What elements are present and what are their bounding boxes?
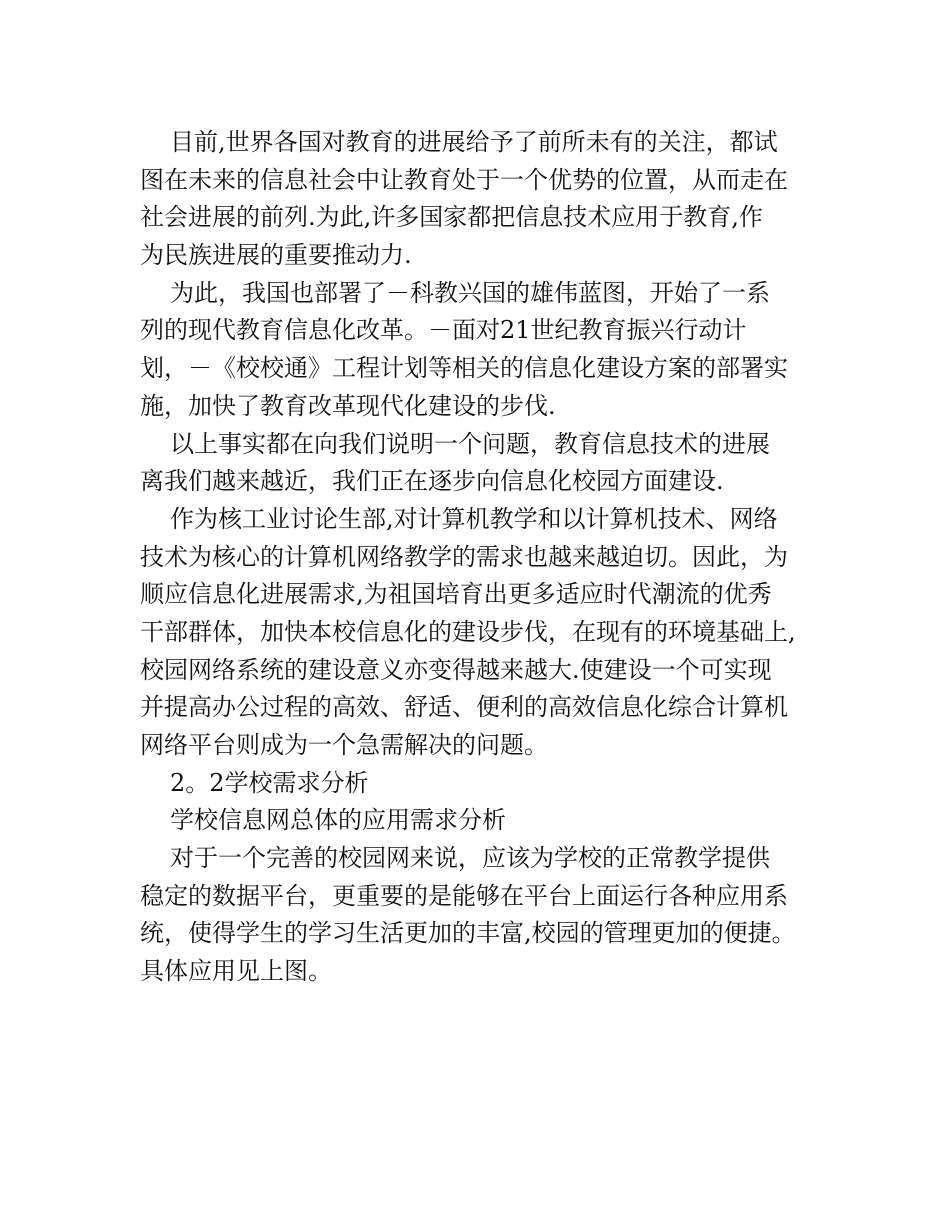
paragraph-3-line-1: 以上事实都在向我们说明一个问题，教育信息技术的进展 bbox=[170, 429, 770, 458]
paragraph-1-line-2: 图在未来的信息社会中让教育处于一个优势的位置，从而走在 bbox=[140, 165, 788, 194]
section-heading: 2。2学校需求分析 bbox=[170, 768, 369, 797]
paragraph-5-line-4: 具体应用见上图。 bbox=[140, 957, 332, 986]
body-text bbox=[140, 124, 820, 991]
paragraph-4-line-6: 并提高办公过程的高效、舒适、便利的高效信息化综合计算机 bbox=[140, 693, 788, 722]
subsection-heading: 学校信息网总体的应用需求分析 bbox=[170, 806, 506, 835]
paragraph-4-line-2: 技术为核心的计算机网络教学的需求也越来越迫切。因此，为 bbox=[140, 542, 788, 571]
paragraph-1-line-3: 社会进展的前列.为此,许多国家都把信息技术应用于教育,作 bbox=[140, 203, 763, 232]
paragraph-2-line-3: 划，－《校校通》工程计划等相关的信息化建设方案的部署实 bbox=[140, 354, 788, 383]
paragraph-5-line-1: 对于一个完善的校园网来说，应该为学校的正常教学提供 bbox=[170, 844, 770, 873]
paragraph-4-line-7: 网络平台则成为一个急需解决的问题。 bbox=[140, 731, 548, 759]
paragraph-4-line-4: 干部群体，加快本校信息化的建设步伐，在现有的环境基础上, bbox=[140, 617, 796, 646]
paragraph-2-line-4: 施，加快了教育改革现代化建设的步伐. bbox=[140, 391, 556, 420]
paragraph-2-line-2: 列的现代教育信息化改革。－面对21世纪教育振兴行动计 bbox=[140, 316, 747, 345]
paragraph-5-line-2: 稳定的数据平台，更重要的是能够在平台上面运行各种应用系 bbox=[140, 881, 788, 910]
paragraph-1-line-4: 为民族进展的重要推动力. bbox=[140, 241, 412, 270]
paragraph-1-line-1: 目前,世界各国对教育的进展给予了前所未有的关注，都试 bbox=[170, 128, 778, 156]
paragraph-5-line-3: 统，使得学生的学习生活更加的丰富,校园的管理更加的便捷。 bbox=[140, 919, 796, 948]
paragraph-2-line-1: 为此，我国也部署了－科教兴国的雄伟蓝图，开始了一系 bbox=[170, 278, 770, 307]
paragraph-4-line-1: 作为核工业讨论生部,对计算机教学和以计算机技术、网络 bbox=[170, 504, 778, 533]
paragraph-4-line-3: 顺应信息化进展需求,为祖国培育出更多适应时代潮流的优秀 bbox=[140, 580, 772, 609]
paragraph-3-line-2: 离我们越来越近，我们正在逐步向信息化校园方面建设. bbox=[140, 467, 724, 496]
paragraph-4-line-5: 校园网络系统的建设意义亦变得越来越大.使建设一个可实现 bbox=[140, 655, 772, 684]
